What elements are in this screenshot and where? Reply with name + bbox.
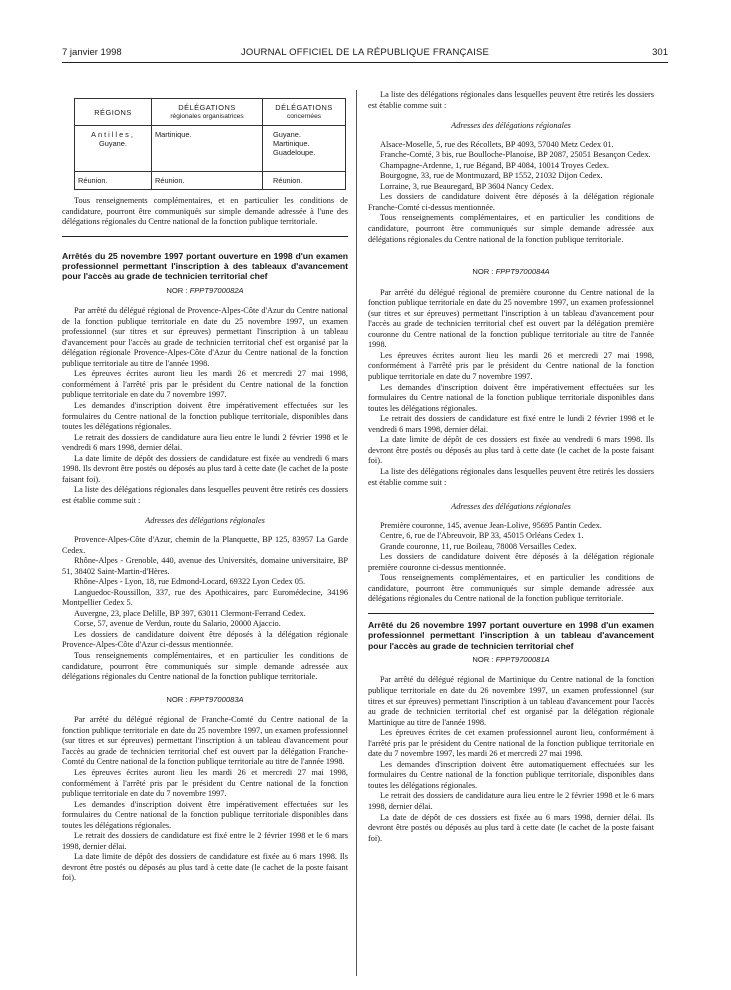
address-item: Franche-Comté, 3 bis, rue Boulloche-Planoise, BP 2087, 25051 Besançon Cedex. — [380, 150, 651, 160]
table-cell-region: Antilles, Guyane. — [75, 126, 152, 172]
paragraph: Les demandes d'inscription doivent être impérativement effectuées sur les formulaires du Centre national de la fonction publique territoriale disponibles dans toutes les délégations régionales. — [62, 799, 348, 830]
paragraph: La date de dépôt de ces dossiers est fixée au 6 mars 1998, dernier délai. Ils devront être postés ou déposés au plus tard à cette date (le cachet de la poste faisant foi). — [368, 812, 654, 843]
paragraph: Les dossiers de candidature doivent être déposés à la délégation régionale Provence-Alpes-Côte d'Azur ci-dessus mentionnée. — [62, 629, 348, 650]
address-item: Alsace-Moselle, 5, rue des Récollets, BP 4093, 57040 Metz Cedex 01. — [380, 139, 614, 149]
paragraph: Les épreuves écrites auront lieu les mardi 26 et mercredi 27 mai 1998, conformément à l'arrêté pris par le président du Centre national de la fonction publique territoriale en date du 7 novembre 1997. — [62, 369, 348, 400]
address-item: Grande couronne, 11, rue Boileau, 78008 Versailles Cedex. — [380, 541, 577, 551]
paragraph: La date limite de dépôt de ces dossiers est fixée au vendredi 6 mars 1998. Ils devront être postés ou déposés au plus tard à cette date (le cachet de la poste faisant foi). — [368, 435, 654, 466]
paragraph: La liste des délégations régionales dans lesquelles peuvent être retirés ces dossiers est établie comme suit : — [62, 485, 348, 505]
subsection-title: Adresses des délégations régionales — [145, 516, 265, 526]
section-rule — [368, 613, 654, 614]
table-header-organizers: DÉLÉGATIONS régionales organisatrices — [152, 99, 263, 126]
paragraph: La liste des délégations régionales dans lesquelles peuvent être retirés les dossiers est établie comme suit : — [368, 90, 654, 110]
table-cell-region: Réunion. — [75, 172, 152, 190]
regions-table — [74, 98, 346, 190]
nor-reference: NOR : FPPT9700081A — [472, 654, 550, 664]
paragraph: Par arrêté du délégué régional de Provence-Alpes-Côte d'Azur du Centre national de la fonction publique territoriale en date du 25 novembre 1997, un examen professionnel (sur titres et sur épreuves) permettant l'inscription à un tableau d'avancement pour l'accès au grade de technicien territorial chef est organisé par la délégation régionale Provence-Alpes-Côte d'Azur du Centre national de la fonction publique territoriale au titre de l'année 1998. — [62, 306, 348, 368]
paragraph: Tous renseignements complémentaires, et en particulier les conditions de candidature, pourront être communiqués sur simple demande adressée aux délégations régionales du Centre national de la fonction publique territoriale. — [368, 573, 654, 604]
paragraph: Le retrait des dossiers de candidature aura lieu entre le lundi 2 février 1998 et le vendredi 6 mars 1998, dernier délai. — [62, 432, 348, 453]
paragraph: Les épreuves écrites auront lieu les mardi 26 et mercredi 27 mai 1998, conformément à l'arrêté pris par le président du Centre national de la fonction publique territoriale en date du 7 novembre 1997. — [368, 350, 654, 382]
subsection-title: Adresses des délégations régionales — [451, 502, 571, 512]
address-item: Provence-Alpes-Côte d'Azur, chemin de la Planquette, BP 125, 83957 La Garde Cedex. — [62, 535, 348, 555]
paragraph: Les demandes d'inscription doivent être automatiquement effectuées sur les formulaires du Centre national de la fonction publique territoriale, disponibles dans toutes les délégations régionales. — [368, 759, 654, 790]
column-separator — [356, 90, 357, 976]
table-cell-organizer: Réunion. — [152, 172, 263, 190]
address-item: Lorraine, 3, rue Beauregard, BP 3604 Nancy Cedex. — [380, 181, 554, 191]
section-rule — [62, 236, 348, 237]
paragraph: Le retrait des dossiers de candidature aura lieu entre le 2 février 1998 et le 6 mars 1998, dernier délai. — [368, 791, 654, 811]
paragraph: Les demandes d'inscription doivent être impérativement effectuées sur les formulaires du Centre national de la fonction publique territoriale, disponibles dans toutes les délégations régionales. — [62, 401, 348, 432]
page-number: 301 — [652, 47, 668, 58]
address-item: Languedoc-Roussillon, 337, rue des Apothicaires, parc Euromédecine, 34196 Montpellier Cedex 5. — [62, 587, 348, 608]
paragraph: La date limite de dépôt des dossiers de candidature est fixée au vendredi 6 mars 1998. Ils devront être postés ou déposés au plus tard à cette date (le cachet de la poste faisant foi). — [62, 453, 348, 484]
table-header-regions: RÉGIONS — [75, 99, 152, 126]
address-item: Corse, 57, avenue de Verdun, route du Salario, 20000 Ajaccio. — [74, 619, 281, 629]
paragraph: Les dossiers de candidature doivent être déposés à la délégation régionale Franche-Comté ci-dessus mentionnée. — [368, 192, 654, 212]
issue-date: 7 janvier 1998 — [62, 47, 122, 58]
section-heading: Arrêtés du 25 novembre 1997 portant ouverture en 1998 d'un examen professionnel permettant l'inscription à des tableaux d'avancement pour l'accès au grade de technicien territorial chef — [62, 250, 348, 282]
paragraph: La liste des délégations régionales dans lesquelles peuvent être retirés les dossiers est établie comme suit : — [368, 466, 654, 487]
address-item: Centre, 6, rue de l'Abreuvoir, BP 33, 45015 Orléans Cedex 1. — [380, 531, 584, 541]
nor-reference: NOR : FPPT9700084A — [472, 267, 550, 277]
paragraph: Tous renseignements complémentaires, et en particulier les conditions de candidature, pourront être communiqués sur simple demande adressée aux délégations régionales du Centre national de la fonction publique territoriale. — [368, 213, 654, 244]
paragraph: Les épreuves écrites de cet examen professionnel auront lieu, conformément à l'arrêté pris par le président du Centre national de la fonction publique territoriale en date du 7 novembre 1997, les mardi 26 et mercredi 27 mai 1998. — [368, 728, 654, 759]
left-column — [62, 90, 348, 884]
journal-title: JOURNAL OFFICIEL DE LA RÉPUBLIQUE FRANÇAISE — [240, 47, 490, 58]
paragraph: Par arrêté du délégué régional de Martinique du Centre national de la fonction publique territoriale en date du 26 novembre 1997, un examen professionnel (sur titres et sur épreuves) permettant l'inscription à un tableau d'avancement pour l'accès au grade de technicien territorial chef est organisé par la délégation régionale Martinique au titre de l'année 1998. — [368, 675, 654, 727]
paragraph: La date limite de dépôt des dossiers de candidature est fixée au 6 mars 1998. Ils devront être postés ou déposés au plus tard à cette date (le cachet de la poste faisant foi). — [62, 852, 348, 883]
header-rule — [62, 62, 668, 63]
section-heading: Arrêté du 26 novembre 1997 portant ouverture en 1998 d'un examen professionnel permettant l'inscription à un tableau d'avancement pour l'accès au grade de technicien territorial chef — [368, 619, 654, 651]
address-item: Auvergne, 23, place Delille, BP 397, 63011 Clermont-Ferrand Cedex. — [74, 608, 306, 618]
nor-reference: NOR : FPPT9700082A — [166, 285, 244, 295]
address-item: Rhône-Alpes - Grenoble, 440, avenue des Universités, domaine universitaire, BP 51, 38402 Saint-Martin-d'Hères. — [62, 556, 348, 576]
address-item: Rhône-Alpes - Lyon, 18, rue Edmond-Locard, 69322 Lyon Cedex 05. — [74, 577, 306, 587]
table-cell-concerned: Guyane. Martinique. Guadeloupe. — [263, 126, 346, 172]
paragraph: Par arrêté du délégué régional de première couronne du Centre national de la fonction publique territoriale en date du 25 novembre 1997, un examen professionnel (sur titres et sur épreuves) permettant l'inscription à un tableau d'avancement pour l'accès au grade de technicien territorial chef est ouvert par la délégation première couronne du Centre national de la fonction publique territoriale au titre de l'année 1998. — [368, 287, 654, 350]
right-column — [368, 90, 654, 844]
paragraph: Les dossiers de candidature doivent être déposés à la délégation régionale première couronne ci-dessus mentionnée. — [368, 552, 654, 572]
paragraph: Le retrait des dossiers de candidature est fixé entre le lundi 2 février 1998 et le vendredi 6 mars 1998, dernier délai. — [368, 414, 654, 434]
address-item: Champagne-Ardenne, 1, rue Bégand, BP 4084, 10014 Troyes Cedex. — [380, 160, 609, 170]
address-item: Bourgogne, 33, rue de Montmuzard, BP 1552, 21032 Dijon Cedex. — [380, 171, 603, 181]
paragraph: Tous renseignements complémentaires, et en particulier les conditions de candidature, pourront être communiqués sur simple demande adressée à l'une des délégations régionales du Centre national de la fonction publique territoriale. — [62, 196, 348, 227]
table-cell-concerned: Réunion. — [263, 172, 346, 190]
paragraph: Tous renseignements complémentaires, et en particulier les conditions de candidature, pourront être communiqués sur simple demande adressée aux délégations régionales du Centre national de la fonction publique territoriale. — [62, 651, 348, 682]
paragraph: Les demandes d'inscription doivent être impérativement effectuées sur les formulaires du Centre national de la fonction publique territoriale disponibles dans toutes les délégations régionales. — [368, 382, 654, 413]
nor-reference: NOR : FPPT9700083A — [166, 694, 244, 704]
table-cell-organizer: Martinique. — [152, 126, 263, 172]
paragraph: Le retrait des dossiers de candidature est fixé entre le 2 février 1998 et le 6 mars 1998, dernier délai. — [62, 831, 348, 851]
paragraph: Par arrêté du délégué régional de Franche-Comté du Centre national de la fonction publique territoriale en date du 25 novembre 1997, un examen professionnel (sur titres et sur épreuves) permettant l'inscription à un tableau d'avancement pour l'accès au grade de technicien territorial chef est ouvert par la délégation Franche-Comté du Centre national de la fonction publique territoriale au titre de l'année 1998. — [62, 715, 348, 767]
address-item: Première couronne, 145, avenue Jean-Lolive, 95695 Pantin Cedex. — [380, 520, 602, 530]
page-header — [62, 47, 668, 61]
table-header-concerned: DÉLÉGATIONS concernées — [263, 99, 346, 126]
subsection-title: Adresses des délégations régionales — [451, 121, 571, 131]
paragraph: Les épreuves écrites auront lieu les mardi 26 et mercredi 27 mai 1998, conformément à l'arrêté pris par le président du Centre national de la fonction publique territoriale en date du 7 novembre 1997. — [62, 767, 348, 799]
